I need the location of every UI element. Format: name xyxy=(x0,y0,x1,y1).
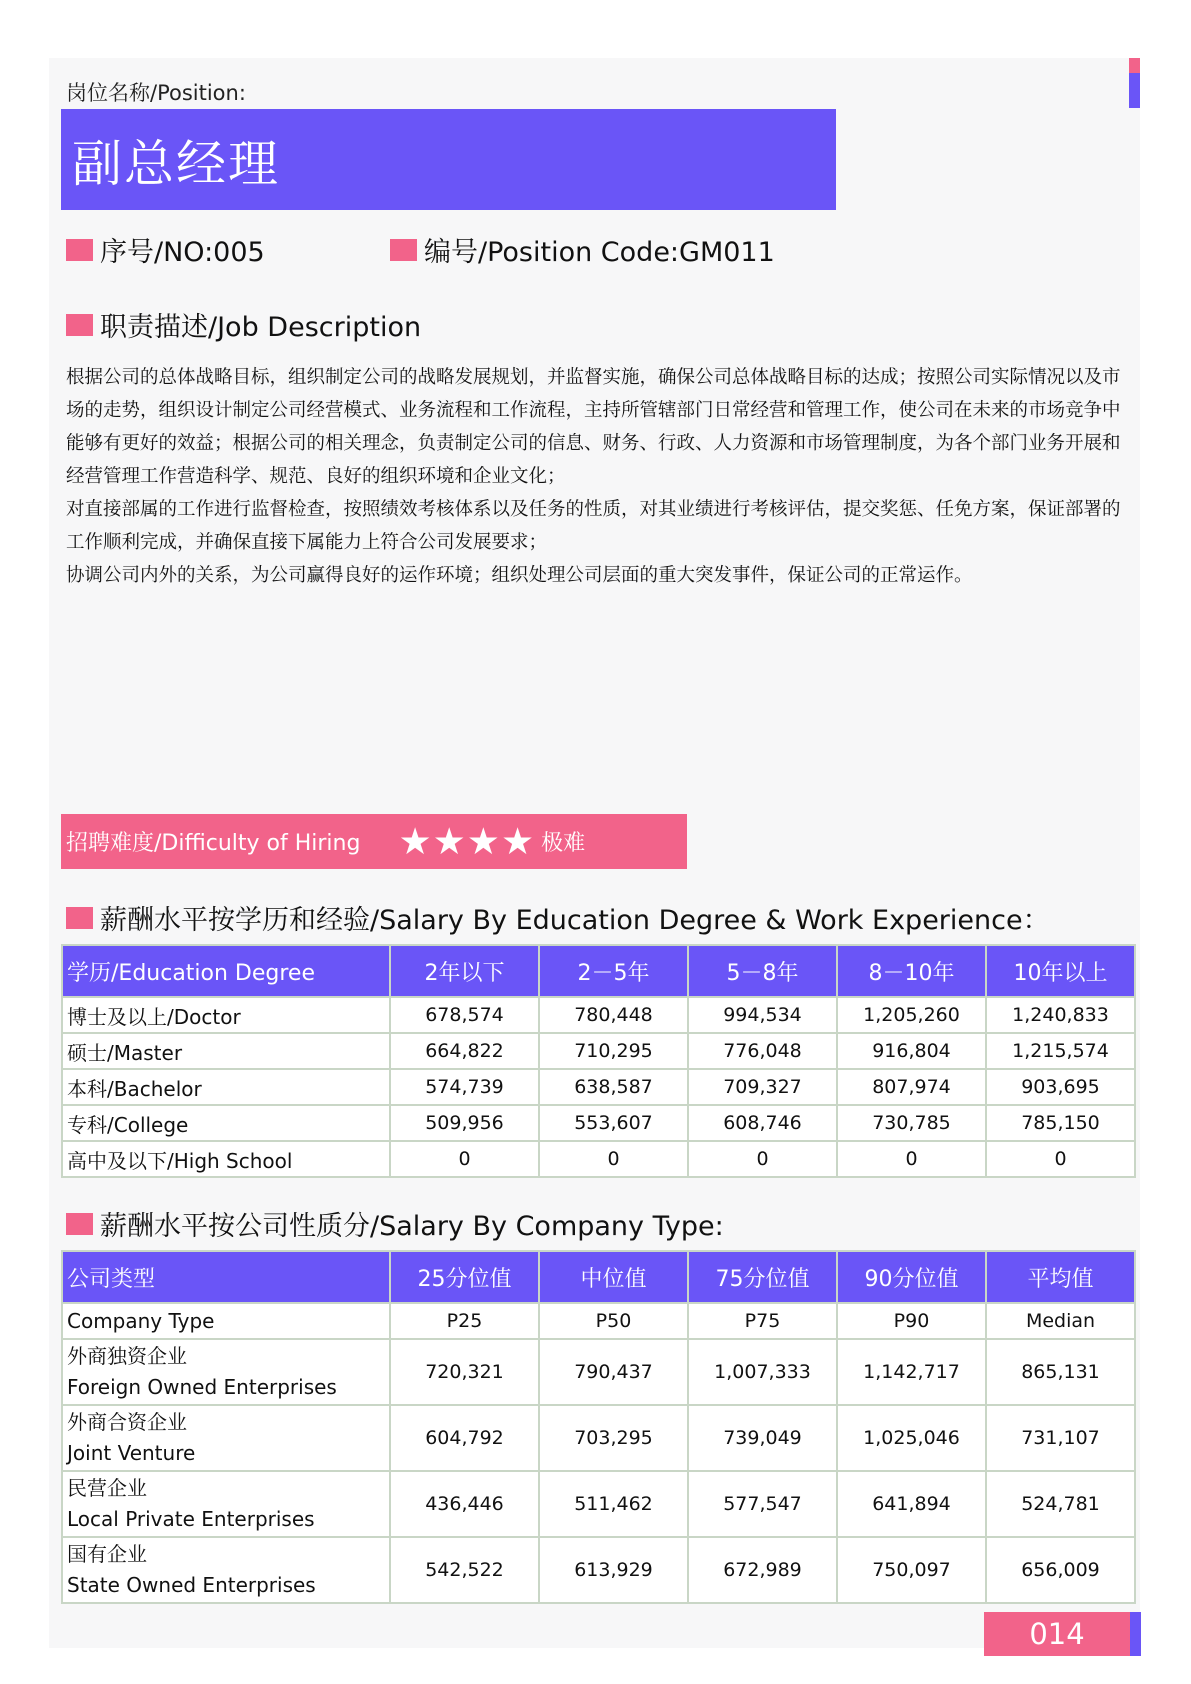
table-row xyxy=(62,1537,1135,1603)
position-code-text: 编号/Position Code:GM011 xyxy=(424,237,775,268)
salary-cell: 710,295 xyxy=(539,1033,688,1069)
table-header-row xyxy=(62,945,1135,997)
subheader-cell: Company Type xyxy=(62,1303,390,1339)
subheader-cell: P25 xyxy=(390,1303,539,1339)
company-salary-table xyxy=(61,1250,1136,1604)
hiring-difficulty-label: 招聘难度/Difficulty of Hiring xyxy=(66,831,361,856)
job-description-body xyxy=(66,361,1134,592)
column-header: 平均值 xyxy=(986,1251,1135,1303)
bullet-marker xyxy=(66,239,93,261)
subheader-cell: Median xyxy=(986,1303,1135,1339)
salary-cell: 1,007,333 xyxy=(688,1339,837,1405)
education-salary-heading-text: 薪酬水平按学历和经验/Salary By Education Degree & Work Experience： xyxy=(100,905,1050,936)
salary-cell: 524,781 xyxy=(986,1471,1135,1537)
salary-cell: 641,894 xyxy=(837,1471,986,1537)
salary-cell: 0 xyxy=(390,1141,539,1177)
table-row xyxy=(62,1471,1135,1537)
table-row xyxy=(62,1033,1135,1069)
company-type-cell xyxy=(62,1339,390,1405)
salary-cell: 750,097 xyxy=(837,1537,986,1603)
position-title-banner xyxy=(61,109,836,210)
salary-cell: 613,929 xyxy=(539,1537,688,1603)
description-paragraph: 协调公司内外的关系，为公司赢得良好的运作环境；组织处理公司层面的重大突发事件，保证公司的正常运作。 xyxy=(66,565,973,586)
column-header: 5－8年 xyxy=(688,945,837,997)
company-type-en: Foreign Owned Enterprises xyxy=(67,1375,337,1399)
company-type-en: Joint Venture xyxy=(67,1441,196,1465)
salary-cell: 776,048 xyxy=(688,1033,837,1069)
row-label: 硕士/Master xyxy=(62,1033,390,1069)
hiring-difficulty-bar xyxy=(61,814,687,869)
column-header: 公司类型 xyxy=(62,1251,390,1303)
subheader-cell: P50 xyxy=(539,1303,688,1339)
table-row xyxy=(62,997,1135,1033)
salary-cell: 604,792 xyxy=(390,1405,539,1471)
salary-cell: 1,205,260 xyxy=(837,997,986,1033)
salary-cell: 638,587 xyxy=(539,1069,688,1105)
salary-cell: 574,739 xyxy=(390,1069,539,1105)
salary-cell: 1,215,574 xyxy=(986,1033,1135,1069)
subheader-cell: P90 xyxy=(837,1303,986,1339)
salary-cell: 672,989 xyxy=(688,1537,837,1603)
row-label: 本科/Bachelor xyxy=(62,1069,390,1105)
salary-cell: 785,150 xyxy=(986,1105,1135,1141)
salary-cell: 790,437 xyxy=(539,1339,688,1405)
salary-cell: 656,009 xyxy=(986,1537,1135,1603)
bullet-marker xyxy=(390,239,417,261)
column-header: 75分位值 xyxy=(688,1251,837,1303)
salary-cell: 577,547 xyxy=(688,1471,837,1537)
company-type-cell xyxy=(62,1405,390,1471)
column-header: 10年以上 xyxy=(986,945,1135,997)
salary-cell: 1,142,717 xyxy=(837,1339,986,1405)
salary-cell: 903,695 xyxy=(986,1069,1135,1105)
salary-cell: 608,746 xyxy=(688,1105,837,1141)
company-type-cell xyxy=(62,1537,390,1603)
salary-cell: 678,574 xyxy=(390,997,539,1033)
salary-cell: 994,534 xyxy=(688,997,837,1033)
job-description-heading-text: 职责描述/Job Description xyxy=(100,312,422,343)
salary-cell: 739,049 xyxy=(688,1405,837,1471)
salary-cell: 542,522 xyxy=(390,1537,539,1603)
education-salary-heading xyxy=(66,898,1050,937)
row-label: 高中及以下/High School xyxy=(62,1141,390,1177)
salary-cell: 0 xyxy=(986,1141,1135,1177)
table-row xyxy=(62,1339,1135,1405)
column-header: 2－5年 xyxy=(539,945,688,997)
salary-cell: 511,462 xyxy=(539,1471,688,1537)
bullet-marker xyxy=(66,1213,93,1235)
salary-cell: 553,607 xyxy=(539,1105,688,1141)
salary-cell: 709,327 xyxy=(688,1069,837,1105)
column-header: 2年以下 xyxy=(390,945,539,997)
salary-cell: 807,974 xyxy=(837,1069,986,1105)
column-header: 学历/Education Degree xyxy=(62,945,390,997)
salary-cell: 916,804 xyxy=(837,1033,986,1069)
table-header-row xyxy=(62,1251,1135,1303)
salary-cell: 703,295 xyxy=(539,1405,688,1471)
column-header: 8－10年 xyxy=(837,945,986,997)
company-type-en: Local Private Enterprises xyxy=(67,1507,315,1531)
salary-cell: 1,240,833 xyxy=(986,997,1135,1033)
table-row xyxy=(62,1069,1135,1105)
education-salary-table xyxy=(61,944,1136,1178)
company-type-cn: 外商独资企业 xyxy=(67,1344,187,1368)
hiring-difficulty-level: 极难 xyxy=(541,831,586,856)
salary-cell: 509,956 xyxy=(390,1105,539,1141)
company-type-cell xyxy=(62,1471,390,1537)
salary-cell: 780,448 xyxy=(539,997,688,1033)
company-type-en: State Owned Enterprises xyxy=(67,1573,316,1597)
job-description-heading xyxy=(66,305,421,344)
salary-cell: 0 xyxy=(539,1141,688,1177)
salary-cell: 1,025,046 xyxy=(837,1405,986,1471)
row-label: 专科/College xyxy=(62,1105,390,1141)
position-code xyxy=(390,230,775,269)
star-rating-icon: ★★★★ xyxy=(398,820,536,863)
salary-cell: 720,321 xyxy=(390,1339,539,1405)
company-type-cn: 国有企业 xyxy=(67,1542,147,1566)
salary-cell: 730,785 xyxy=(837,1105,986,1141)
company-salary-heading xyxy=(66,1204,724,1243)
column-header: 中位值 xyxy=(539,1251,688,1303)
position-number xyxy=(66,230,265,269)
column-header: 25分位值 xyxy=(390,1251,539,1303)
page-number: 014 xyxy=(984,1612,1130,1656)
table-row xyxy=(62,1105,1135,1141)
salary-cell: 436,446 xyxy=(390,1471,539,1537)
salary-cell: 0 xyxy=(837,1141,986,1177)
row-label: 博士及以上/Doctor xyxy=(62,997,390,1033)
bullet-marker xyxy=(66,907,93,929)
table-row xyxy=(62,1141,1135,1177)
subheader-cell: P75 xyxy=(688,1303,837,1339)
page-number-accent xyxy=(1130,1612,1141,1656)
corner-accent-purple xyxy=(1129,73,1140,108)
table-row xyxy=(62,1405,1135,1471)
salary-cell: 865,131 xyxy=(986,1339,1135,1405)
description-paragraph: 根据公司的总体战略目标，组织制定公司的战略发展规划，并监督实施，确保公司总体战略目标的达成；按照公司实际情况以及市场的走势，组织设计制定公司经营模式、业务流程和工作流程，主持所管辖部门日常经营和管理工作，使公司在未来的市场竞争中能够有更好的效益；根据公司的相关理念，负责制定公司的信息、财务、行政、人力资源和市场管理制度，为各个部门业务开展和经营管理工作营造科学、规范、良好的组织环境和企业文化； xyxy=(66,367,1121,487)
bullet-marker xyxy=(66,314,93,336)
company-salary-heading-text: 薪酬水平按公司性质分/Salary By Company Type: xyxy=(100,1211,724,1242)
column-header: 90分位值 xyxy=(837,1251,986,1303)
salary-cell: 731,107 xyxy=(986,1405,1135,1471)
description-paragraph: 对直接部属的工作进行监督检查，按照绩效考核体系以及任务的性质，对其业绩进行考核评估，提交奖惩、任免方案，保证部署的工作顺利完成，并确保直接下属能力上符合公司发展要求； xyxy=(66,499,1121,553)
salary-cell: 0 xyxy=(688,1141,837,1177)
position-number-text: 序号/NO:005 xyxy=(100,237,265,268)
position-label: 岗位名称/Position: xyxy=(66,81,246,105)
corner-accent-pink xyxy=(1129,58,1140,73)
company-type-cn: 民营企业 xyxy=(67,1476,147,1500)
salary-cell: 664,822 xyxy=(390,1033,539,1069)
position-title: 副总经理 xyxy=(72,134,280,193)
company-type-cn: 外商合资企业 xyxy=(67,1410,187,1434)
table-subheader-row xyxy=(62,1303,1135,1339)
